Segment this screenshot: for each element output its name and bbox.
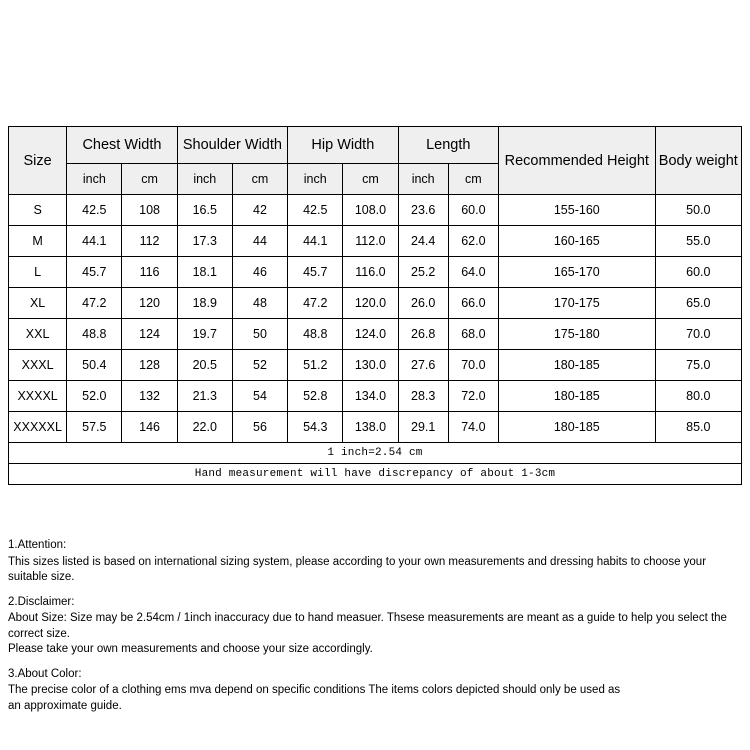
cell-body-weight: 60.0 bbox=[655, 257, 741, 288]
cell-shoulder-inch: 19.7 bbox=[177, 319, 232, 350]
cell-hip-inch: 48.8 bbox=[288, 319, 343, 350]
cell-chest-inch: 47.2 bbox=[67, 288, 122, 319]
table-footnote-row-conversion bbox=[9, 443, 742, 464]
table-row bbox=[9, 257, 742, 288]
cell-shoulder-inch: 18.1 bbox=[177, 257, 232, 288]
unit-hip-inch: inch bbox=[288, 164, 343, 195]
cell-length-inch: 26.8 bbox=[398, 319, 448, 350]
cell-chest-cm: 128 bbox=[122, 350, 177, 381]
unit-chest-inch: inch bbox=[67, 164, 122, 195]
cell-hip-cm: 112.0 bbox=[343, 226, 398, 257]
cell-length-inch: 28.3 bbox=[398, 381, 448, 412]
cell-shoulder-inch: 18.9 bbox=[177, 288, 232, 319]
header-hip-width: Hip Width bbox=[288, 127, 398, 164]
cell-length-inch: 23.6 bbox=[398, 195, 448, 226]
unit-length-inch: inch bbox=[398, 164, 448, 195]
cell-body-weight: 80.0 bbox=[655, 381, 741, 412]
table-row bbox=[9, 412, 742, 443]
header-length: Length bbox=[398, 127, 498, 164]
cell-length-cm: 72.0 bbox=[448, 381, 498, 412]
notes-spacer-2 bbox=[8, 658, 748, 667]
table-footnote-row-discrepancy bbox=[9, 464, 742, 485]
cell-size: S bbox=[9, 195, 67, 226]
cell-shoulder-cm: 50 bbox=[232, 319, 287, 350]
note-disclaimer-body-line1: About Size: Size may be 2.54cm / 1inch inaccuracy due to hand measuer. Thsese measurements are meant as a guide to help you select the correct size. bbox=[8, 612, 727, 640]
cell-hip-cm: 134.0 bbox=[343, 381, 398, 412]
cell-chest-inch: 48.8 bbox=[67, 319, 122, 350]
size-table bbox=[8, 126, 742, 485]
cell-recommended-height: 180-185 bbox=[498, 412, 655, 443]
notes-spacer-1 bbox=[8, 586, 748, 595]
cell-size: M bbox=[9, 226, 67, 257]
cell-body-weight: 85.0 bbox=[655, 412, 741, 443]
header-body-weight: Body weight bbox=[655, 127, 741, 195]
note-color-title: 3.About Color: bbox=[8, 667, 82, 680]
note-attention-title: 1.Attention: bbox=[8, 539, 67, 551]
cell-size: L bbox=[9, 257, 67, 288]
cell-chest-cm: 132 bbox=[122, 381, 177, 412]
cell-recommended-height: 165-170 bbox=[498, 257, 655, 288]
cell-length-inch: 25.2 bbox=[398, 257, 448, 288]
cell-chest-cm: 112 bbox=[122, 226, 177, 257]
cell-body-weight: 75.0 bbox=[655, 350, 741, 381]
cell-hip-cm: 120.0 bbox=[343, 288, 398, 319]
cell-length-inch: 27.6 bbox=[398, 350, 448, 381]
cell-hip-inch: 44.1 bbox=[288, 226, 343, 257]
cell-length-cm: 66.0 bbox=[448, 288, 498, 319]
cell-length-cm: 74.0 bbox=[448, 412, 498, 443]
table-header-row bbox=[9, 127, 742, 164]
cell-length-cm: 70.0 bbox=[448, 350, 498, 381]
cell-shoulder-cm: 48 bbox=[232, 288, 287, 319]
cell-length-inch: 24.4 bbox=[398, 226, 448, 257]
cell-chest-cm: 116 bbox=[122, 257, 177, 288]
cell-chest-inch: 57.5 bbox=[67, 412, 122, 443]
cell-size: XXXXL bbox=[9, 381, 67, 412]
header-shoulder-width: Shoulder Width bbox=[177, 127, 287, 164]
cell-hip-inch: 54.3 bbox=[288, 412, 343, 443]
note-disclaimer-title: 2.Disclaimer: bbox=[8, 595, 75, 608]
size-table-container bbox=[8, 126, 742, 485]
cell-recommended-height: 175-180 bbox=[498, 319, 655, 350]
cell-chest-inch: 42.5 bbox=[67, 195, 122, 226]
cell-shoulder-inch: 16.5 bbox=[177, 195, 232, 226]
header-size: Size bbox=[9, 127, 67, 195]
table-row bbox=[9, 350, 742, 381]
cell-chest-cm: 108 bbox=[122, 195, 177, 226]
unit-shoulder-inch: inch bbox=[177, 164, 232, 195]
cell-shoulder-inch: 17.3 bbox=[177, 226, 232, 257]
footnote-hand-measurement: Hand measurement will have discrepancy of about 1-3cm bbox=[9, 464, 742, 485]
cell-size: XXL bbox=[9, 319, 67, 350]
cell-shoulder-inch: 20.5 bbox=[177, 350, 232, 381]
cell-recommended-height: 180-185 bbox=[498, 381, 655, 412]
cell-size: XXXL bbox=[9, 350, 67, 381]
cell-chest-cm: 124 bbox=[122, 319, 177, 350]
cell-size: XL bbox=[9, 288, 67, 319]
cell-shoulder-cm: 42 bbox=[232, 195, 287, 226]
cell-shoulder-cm: 44 bbox=[232, 226, 287, 257]
cell-length-cm: 60.0 bbox=[448, 195, 498, 226]
cell-shoulder-cm: 54 bbox=[232, 381, 287, 412]
cell-chest-inch: 52.0 bbox=[67, 381, 122, 412]
unit-chest-cm: cm bbox=[122, 164, 177, 195]
header-recommended-height: Recommended Height bbox=[498, 127, 655, 195]
cell-hip-inch: 51.2 bbox=[288, 350, 343, 381]
cell-size: XXXXXL bbox=[9, 412, 67, 443]
table-row bbox=[9, 319, 742, 350]
cell-chest-inch: 44.1 bbox=[67, 226, 122, 257]
cell-hip-inch: 45.7 bbox=[288, 257, 343, 288]
cell-recommended-height: 170-175 bbox=[498, 288, 655, 319]
note-color-body-line2: an approximate guide. bbox=[8, 699, 122, 712]
unit-length-cm: cm bbox=[448, 164, 498, 195]
note-attention-body: This sizes listed is based on international sizing system, please according to your own measurements and dressing habits to choose your suitable size. bbox=[8, 555, 707, 583]
cell-shoulder-inch: 22.0 bbox=[177, 412, 232, 443]
cell-shoulder-inch: 21.3 bbox=[177, 381, 232, 412]
cell-body-weight: 70.0 bbox=[655, 319, 741, 350]
cell-body-weight: 50.0 bbox=[655, 195, 741, 226]
unit-shoulder-cm: cm bbox=[232, 164, 287, 195]
cell-shoulder-cm: 56 bbox=[232, 412, 287, 443]
cell-hip-cm: 116.0 bbox=[343, 257, 398, 288]
table-row bbox=[9, 226, 742, 257]
note-color-body-line1: The precise color of a clothing ems mva depend on specific conditions The items colors depicted should only be used as bbox=[8, 684, 621, 696]
cell-body-weight: 55.0 bbox=[655, 226, 741, 257]
footnote-inch-cm: 1 inch=2.54 cm bbox=[9, 443, 742, 464]
cell-chest-inch: 50.4 bbox=[67, 350, 122, 381]
cell-shoulder-cm: 46 bbox=[232, 257, 287, 288]
cell-body-weight: 65.0 bbox=[655, 288, 741, 319]
cell-length-inch: 26.0 bbox=[398, 288, 448, 319]
cell-hip-inch: 52.8 bbox=[288, 381, 343, 412]
cell-chest-cm: 120 bbox=[122, 288, 177, 319]
cell-length-cm: 68.0 bbox=[448, 319, 498, 350]
cell-recommended-height: 155-160 bbox=[498, 195, 655, 226]
cell-hip-inch: 42.5 bbox=[288, 195, 343, 226]
cell-length-inch: 29.1 bbox=[398, 412, 448, 443]
cell-length-cm: 64.0 bbox=[448, 257, 498, 288]
cell-length-cm: 62.0 bbox=[448, 226, 498, 257]
cell-chest-cm: 146 bbox=[122, 412, 177, 443]
cell-hip-cm: 130.0 bbox=[343, 350, 398, 381]
cell-recommended-height: 160-165 bbox=[498, 226, 655, 257]
cell-hip-cm: 108.0 bbox=[343, 195, 398, 226]
table-row bbox=[9, 195, 742, 226]
unit-hip-cm: cm bbox=[343, 164, 398, 195]
cell-hip-cm: 124.0 bbox=[343, 319, 398, 350]
cell-hip-inch: 47.2 bbox=[288, 288, 343, 319]
cell-chest-inch: 45.7 bbox=[67, 257, 122, 288]
table-row bbox=[9, 381, 742, 412]
header-chest-width: Chest Width bbox=[67, 127, 177, 164]
table-row bbox=[9, 288, 742, 319]
cell-hip-cm: 138.0 bbox=[343, 412, 398, 443]
cell-recommended-height: 180-185 bbox=[498, 350, 655, 381]
note-disclaimer-body-line2: Please take your own measurements and choose your size accordingly. bbox=[8, 643, 373, 655]
notes-section bbox=[8, 538, 748, 714]
cell-shoulder-cm: 52 bbox=[232, 350, 287, 381]
